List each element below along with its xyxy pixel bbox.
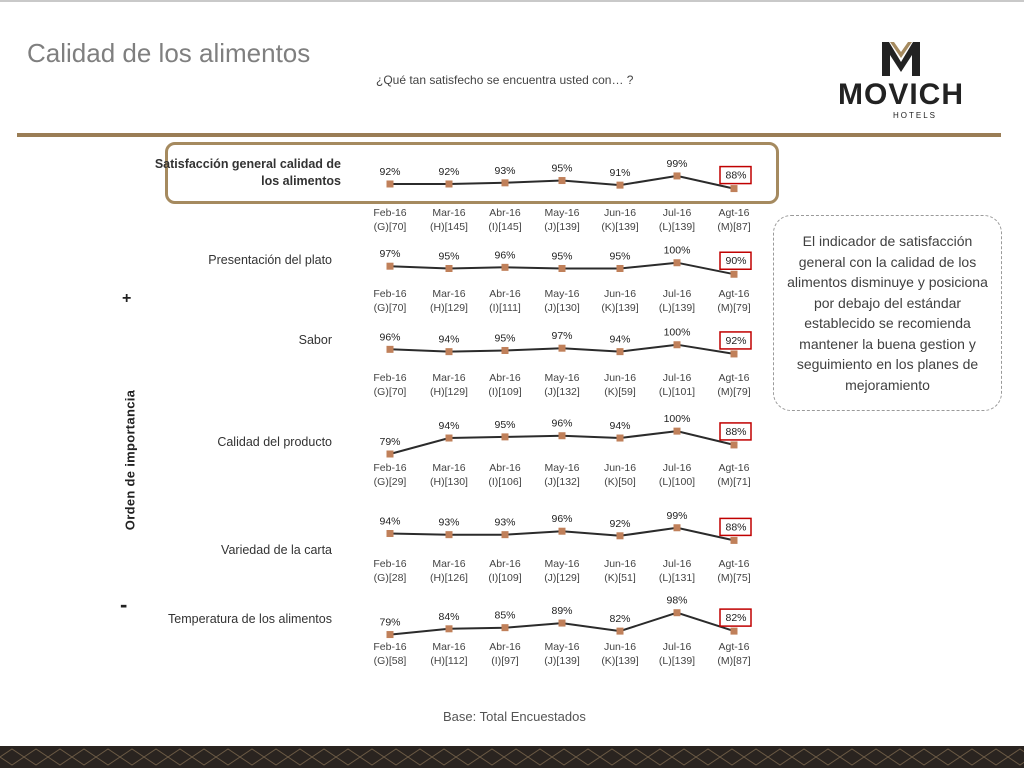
data-label: 94% bbox=[438, 420, 460, 433]
month-label: Jun-16 bbox=[603, 288, 637, 300]
month-label: Agt-16 bbox=[718, 288, 750, 300]
month-label: Agt-16 bbox=[718, 641, 750, 653]
base-label: (J)[132] bbox=[544, 386, 580, 398]
base-label: (K)[50] bbox=[604, 476, 636, 488]
month-label: Jun-16 bbox=[603, 641, 637, 653]
data-point bbox=[674, 172, 681, 179]
data-point bbox=[446, 265, 453, 272]
data-point bbox=[617, 182, 624, 189]
chart-5 bbox=[373, 510, 751, 584]
decorative-border bbox=[0, 746, 1024, 768]
data-label: 95% bbox=[438, 250, 460, 263]
logo-brand: MOVICH bbox=[838, 78, 964, 111]
row-label-overall: Satisfacción general calidad de los alimentos bbox=[154, 157, 341, 188]
base-label: (L)[139] bbox=[658, 221, 696, 233]
base-label: (I)[109] bbox=[488, 386, 522, 398]
month-label: Jul-16 bbox=[662, 207, 692, 219]
data-point bbox=[446, 625, 453, 632]
base-label: (L)[101] bbox=[658, 386, 696, 398]
base-label: (K)[139] bbox=[601, 221, 639, 233]
row-label-calidad: Calidad del producto bbox=[217, 435, 332, 449]
month-label: Mar-16 bbox=[432, 288, 466, 300]
month-label: Abr-16 bbox=[489, 207, 521, 219]
base-label: (M)[87] bbox=[717, 221, 751, 233]
data-label: 93% bbox=[438, 516, 460, 529]
base-label: (K)[59] bbox=[604, 386, 636, 398]
month-label: May-16 bbox=[544, 288, 580, 300]
data-label: 88% bbox=[725, 521, 747, 534]
data-point bbox=[446, 348, 453, 355]
data-point bbox=[559, 265, 566, 272]
data-point bbox=[674, 259, 681, 266]
row-label-sabor: Sabor bbox=[298, 333, 332, 347]
base-label: (I)[106] bbox=[488, 476, 522, 488]
data-label: 93% bbox=[494, 516, 516, 529]
data-point bbox=[617, 628, 624, 635]
base-label: (I)[145] bbox=[488, 221, 522, 233]
base-label: (H)[112] bbox=[430, 655, 468, 667]
chart-3 bbox=[373, 327, 751, 398]
chart-1 bbox=[373, 158, 751, 233]
base-label: (K)[51] bbox=[604, 572, 636, 584]
month-label: Feb-16 bbox=[373, 288, 407, 300]
base-label: (J)[139] bbox=[544, 221, 580, 233]
base-label: (M)[71] bbox=[717, 476, 751, 488]
month-label: Jun-16 bbox=[603, 372, 637, 384]
conclusion-note: El indicador de satisfacción general con la calidad de los alimentos disminuye y posiciona por debajo del estándar establecido se recomienda mantener la buena gestion y seguimiento en los planes de mejoramiento bbox=[773, 215, 1002, 411]
month-label: Agt-16 bbox=[718, 372, 750, 384]
data-point bbox=[387, 346, 394, 353]
row-label-variedad: Variedad de la carta bbox=[221, 543, 332, 557]
month-label: Feb-16 bbox=[373, 207, 407, 219]
month-label: Abr-16 bbox=[489, 641, 521, 653]
data-label: 98% bbox=[666, 594, 688, 607]
data-point bbox=[502, 264, 509, 271]
month-label: Abr-16 bbox=[489, 462, 521, 474]
data-label: 94% bbox=[379, 515, 401, 528]
data-point bbox=[731, 185, 738, 192]
base-label: (J)[130] bbox=[544, 302, 580, 314]
data-label: 92% bbox=[438, 165, 460, 178]
data-label: 94% bbox=[609, 420, 631, 433]
data-point bbox=[674, 609, 681, 616]
question-subtitle: ¿Qué tan satisfecho se encuentra usted con… ? bbox=[376, 73, 634, 87]
data-label: 82% bbox=[725, 612, 747, 625]
base-label: (G)[58] bbox=[373, 655, 407, 667]
data-point bbox=[387, 451, 394, 458]
data-point bbox=[559, 432, 566, 439]
data-point bbox=[502, 179, 509, 186]
month-label: Jul-16 bbox=[662, 372, 692, 384]
importance-axis-label: Orden de importancia bbox=[122, 389, 138, 531]
base-label: (J)[129] bbox=[544, 572, 580, 584]
data-label: 96% bbox=[379, 331, 401, 344]
data-label: 92% bbox=[725, 334, 747, 347]
data-point bbox=[387, 530, 394, 537]
data-label: 79% bbox=[379, 616, 401, 629]
data-label: 84% bbox=[438, 610, 460, 623]
data-label: 100% bbox=[663, 413, 691, 426]
base-label: (J)[132] bbox=[544, 476, 580, 488]
data-point bbox=[617, 435, 624, 442]
data-point bbox=[559, 177, 566, 184]
data-point bbox=[674, 428, 681, 435]
month-label: Abr-16 bbox=[489, 288, 521, 300]
data-point bbox=[617, 348, 624, 355]
base-label: (L)[131] bbox=[658, 572, 696, 584]
data-label: 93% bbox=[494, 164, 516, 177]
data-point bbox=[559, 345, 566, 352]
base-label: (J)[139] bbox=[544, 655, 580, 667]
base-label: (L)[139] bbox=[658, 655, 696, 667]
base-label: (H)[129] bbox=[430, 386, 468, 398]
month-label: May-16 bbox=[544, 462, 580, 474]
data-point bbox=[502, 433, 509, 440]
row-label-temperatura: Temperatura de los alimentos bbox=[168, 612, 332, 626]
base-label: (M)[75] bbox=[717, 572, 751, 584]
base-label: (H)[130] bbox=[430, 476, 468, 488]
data-point bbox=[559, 620, 566, 627]
data-point bbox=[674, 524, 681, 531]
data-label: 94% bbox=[438, 333, 460, 346]
data-point bbox=[502, 347, 509, 354]
base-label: (H)[126] bbox=[430, 572, 468, 584]
month-label: Feb-16 bbox=[373, 641, 407, 653]
data-point bbox=[731, 441, 738, 448]
data-label: 99% bbox=[666, 157, 688, 170]
base-label: (K)[139] bbox=[601, 302, 639, 314]
data-label: 95% bbox=[551, 162, 573, 175]
base-label: (G)[29] bbox=[373, 476, 407, 488]
base-label: (G)[70] bbox=[373, 221, 407, 233]
month-label: Abr-16 bbox=[489, 558, 521, 570]
month-label: Jul-16 bbox=[662, 558, 692, 570]
page-title: Calidad de los alimentos bbox=[27, 38, 311, 68]
data-label: 88% bbox=[725, 169, 747, 182]
data-label: 91% bbox=[609, 167, 631, 180]
data-point bbox=[446, 435, 453, 442]
month-label: May-16 bbox=[544, 372, 580, 384]
month-label: Mar-16 bbox=[432, 641, 466, 653]
data-point bbox=[731, 628, 738, 635]
data-label: 99% bbox=[666, 509, 688, 522]
month-label: Mar-16 bbox=[432, 558, 466, 570]
data-point bbox=[446, 531, 453, 538]
base-label: (M)[79] bbox=[717, 302, 751, 314]
data-label: 92% bbox=[609, 517, 631, 530]
month-label: Agt-16 bbox=[718, 462, 750, 474]
data-label: 92% bbox=[379, 165, 401, 178]
data-label: 90% bbox=[725, 255, 747, 268]
base-label: (L)[139] bbox=[658, 302, 696, 314]
base-footer: Base: Total Encuestados bbox=[443, 709, 586, 724]
data-point bbox=[387, 180, 394, 187]
importance-plus: + bbox=[122, 290, 132, 307]
base-label: (I)[97] bbox=[491, 655, 519, 667]
data-point bbox=[617, 265, 624, 272]
month-label: May-16 bbox=[544, 558, 580, 570]
base-label: (L)[100] bbox=[658, 476, 696, 488]
data-label: 97% bbox=[379, 248, 401, 261]
data-point bbox=[387, 631, 394, 638]
data-point bbox=[617, 532, 624, 539]
base-label: (K)[139] bbox=[601, 655, 639, 667]
month-label: Abr-16 bbox=[489, 372, 521, 384]
chart-6 bbox=[373, 595, 751, 667]
data-point bbox=[502, 624, 509, 631]
month-label: Jun-16 bbox=[603, 462, 637, 474]
data-label: 85% bbox=[494, 609, 516, 622]
data-point bbox=[674, 341, 681, 348]
data-label: 89% bbox=[551, 605, 573, 618]
data-label: 88% bbox=[725, 425, 747, 438]
data-label: 79% bbox=[379, 436, 401, 448]
month-label: Jun-16 bbox=[603, 558, 637, 570]
importance-minus: - bbox=[120, 592, 128, 617]
base-label: (H)[145] bbox=[430, 221, 468, 233]
month-label: May-16 bbox=[544, 207, 580, 219]
data-label: 82% bbox=[609, 613, 631, 626]
month-label: Jul-16 bbox=[662, 288, 692, 300]
month-label: Agt-16 bbox=[718, 207, 750, 219]
data-point bbox=[387, 263, 394, 270]
month-label: Mar-16 bbox=[432, 372, 466, 384]
month-label: Feb-16 bbox=[373, 462, 407, 474]
data-point bbox=[502, 531, 509, 538]
base-label: (I)[111] bbox=[489, 302, 521, 314]
data-label: 95% bbox=[609, 250, 631, 263]
data-label: 96% bbox=[551, 417, 573, 430]
data-point bbox=[559, 528, 566, 535]
base-label: (I)[109] bbox=[488, 572, 522, 584]
month-label: Jul-16 bbox=[662, 641, 692, 653]
month-label: Mar-16 bbox=[432, 207, 466, 219]
data-point bbox=[446, 180, 453, 187]
base-label: (M)[87] bbox=[717, 655, 751, 667]
month-label: Agt-16 bbox=[718, 558, 750, 570]
chart-2 bbox=[373, 245, 751, 314]
data-label: 95% bbox=[551, 250, 573, 263]
month-label: Mar-16 bbox=[432, 462, 466, 474]
data-label: 95% bbox=[494, 332, 516, 345]
data-point bbox=[731, 350, 738, 357]
data-label: 100% bbox=[663, 326, 691, 339]
data-label: 100% bbox=[663, 244, 691, 257]
month-label: Jul-16 bbox=[662, 462, 692, 474]
month-label: Feb-16 bbox=[373, 372, 407, 384]
data-point bbox=[731, 537, 738, 544]
data-label: 96% bbox=[494, 249, 516, 262]
data-point bbox=[731, 271, 738, 278]
logo-brand-sub: HOTELS bbox=[892, 111, 938, 120]
base-label: (G)[70] bbox=[373, 386, 407, 398]
row-label-presentacion: Presentación del plato bbox=[208, 253, 332, 267]
month-label: Feb-16 bbox=[373, 558, 407, 570]
base-label: (G)[70] bbox=[373, 302, 407, 314]
base-label: (H)[129] bbox=[430, 302, 468, 314]
base-label: (M)[79] bbox=[717, 386, 751, 398]
data-label: 94% bbox=[609, 333, 631, 346]
month-label: May-16 bbox=[544, 641, 580, 653]
base-label: (G)[28] bbox=[373, 572, 407, 584]
month-label: Jun-16 bbox=[603, 207, 637, 219]
data-label: 97% bbox=[551, 330, 573, 343]
chart-4 bbox=[373, 413, 751, 488]
data-label: 96% bbox=[551, 513, 573, 526]
data-label: 95% bbox=[494, 418, 516, 431]
